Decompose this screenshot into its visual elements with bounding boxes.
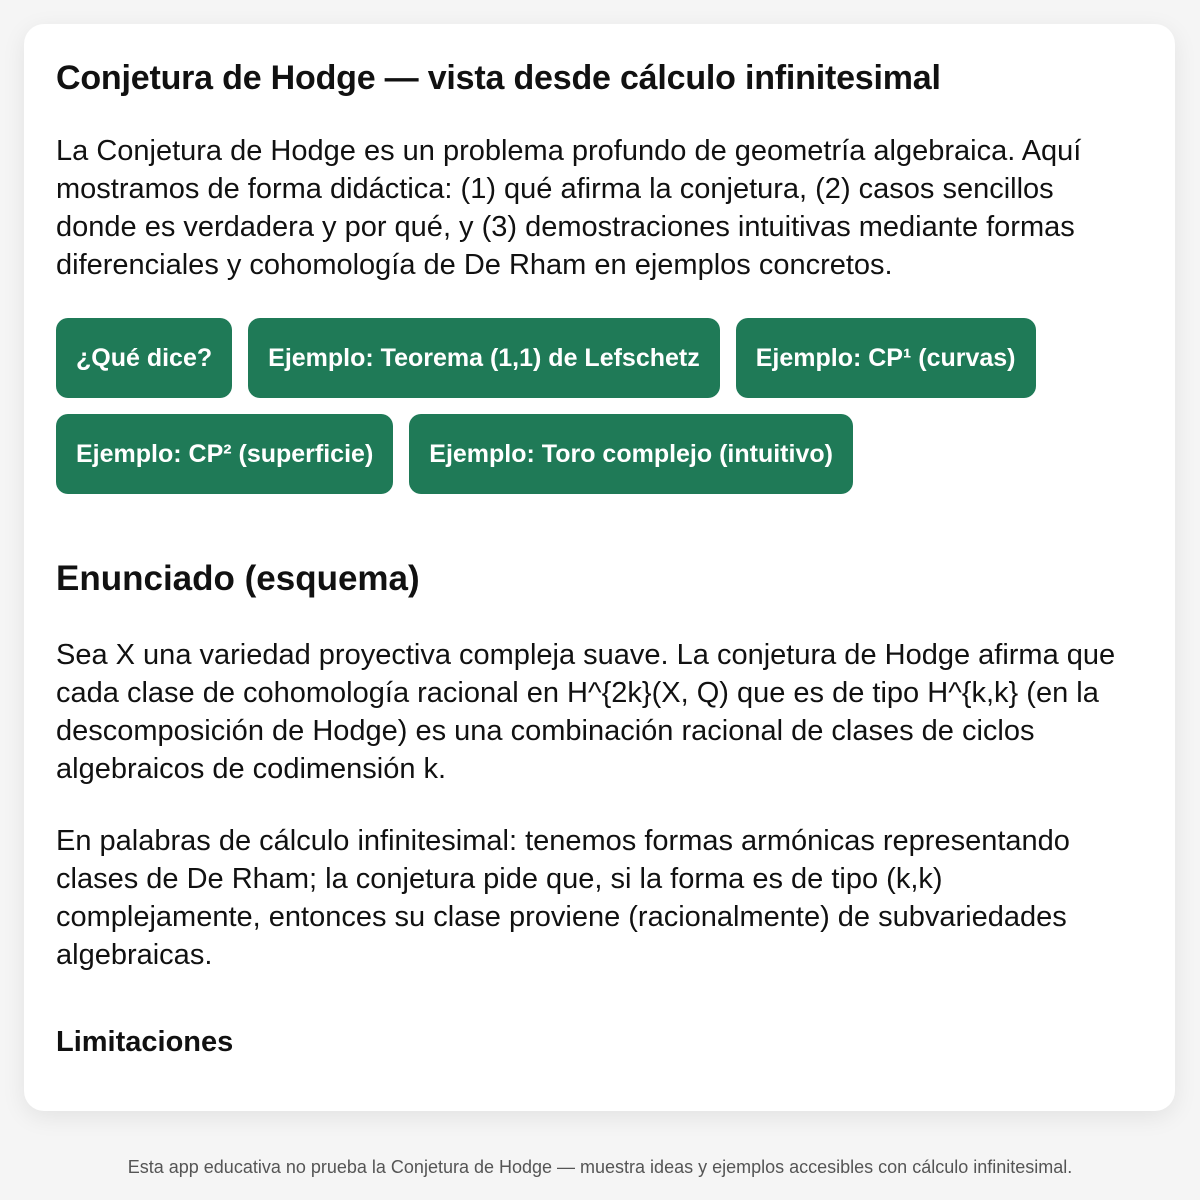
example-tabs xyxy=(56,318,1146,494)
tab-cp1-example[interactable]: Ejemplo: CP¹ (curvas) xyxy=(736,318,1036,398)
tab-que-dice[interactable]: ¿Qué dice? xyxy=(56,318,232,398)
tab-cp2-example[interactable]: Ejemplo: CP² (superficie) xyxy=(56,414,393,494)
footer-note: Esta app educativa no prueba la Conjetura de Hodge — muestra ideas y ejemplos accesibles con cálculo infinitesimal. xyxy=(127,1157,1073,1177)
tab-torus-example[interactable]: Ejemplo: Toro complejo (intuitivo) xyxy=(409,414,853,494)
limitations-title: Limitaciones xyxy=(56,1026,234,1058)
calculus-paragraph: En palabras de cálculo infinitesimal: tenemos formas armónicas representando clases de De Rham; la conjetura pide que, si la forma es de tipo (k,k) complejamente, entonces su clase proviene (racionalmente) de subvariedades algebraicas. xyxy=(56,825,1070,971)
main-card xyxy=(24,24,1175,1111)
intro-text: La Conjetura de Hodge es un problema profundo de geometría algebraica. Aquí mostramos de forma didáctica: (1) qué afirma la conjetura, (2) casos sencillos donde es verdadera y por qué, y (3) demostraciones intuitivas mediante formas diferenciales y cohomología de De Rham en ejemplos concretos. xyxy=(56,135,1082,281)
page-title: Conjetura de Hodge — vista desde cálculo infinitesimal xyxy=(56,59,941,97)
tab-lefschetz-example[interactable]: Ejemplo: Teorema (1,1) de Lefschetz xyxy=(248,318,720,398)
section-title: Enunciado (esquema) xyxy=(56,559,420,598)
statement-paragraph: Sea X una variedad proyectiva compleja suave. La conjetura de Hodge afirma que cada clase de cohomología racional en H^{2k}(X, Q) que es de tipo H^{k,k} (en la descomposición de Hodge) es una combinación racional de clases de ciclos algebraicos de codimensión k. xyxy=(56,639,1116,785)
